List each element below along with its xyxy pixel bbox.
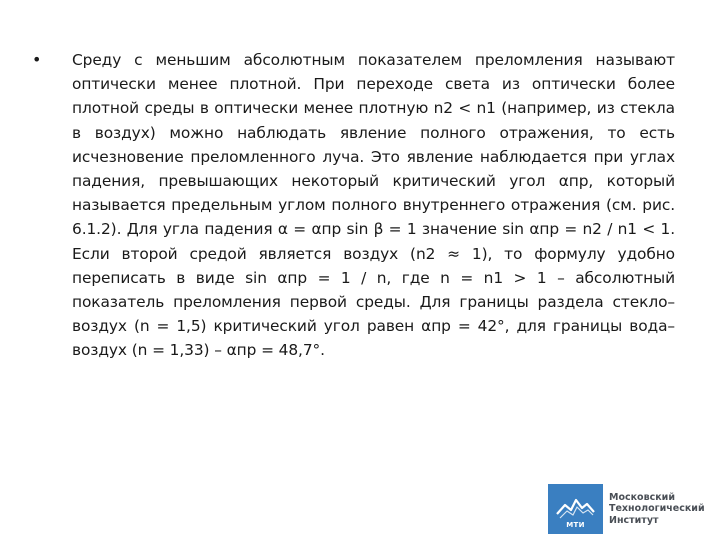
bullet-item [30,48,675,363]
logo-line-1: Московский [609,491,675,503]
institute-logo [548,484,713,534]
logo-line-3: Институт [609,514,659,526]
logo-line-2: Технологический [609,503,705,515]
bullet-icon: • [32,50,42,69]
logo-emblem-text: МТИ [566,521,585,529]
logo-wordmark [609,492,705,527]
logo-emblem [548,484,603,534]
slide-paragraph: Среду с меньшим абсолютным показателем преломления называют оптически менее плотной. При переходе света из оптически более плотной среды в оптически менее плотную n2 < n1 (например, из стекла в воздух) можно наблюдать явление полного отражения, то есть исчезновение преломленного луча. Это явление наблюдается при углах падения, превышающих некоторый критический угол αпр, который называется предельным углом полного внутреннего отражения (см. рис. 6.1.2). Для угла падения α = αпр sin β = 1 значение sin αпр = n2 / n1 < 1. Если второй средой является воздух (n2 ≈ 1), то формулу удобно переписать в виде sin αпр = 1 / n, где n = n1 > 1 – абсолютный показатель преломления первой среды. Для границы раздела стекло–воздух (n = 1,5) критический угол равен αпр = 42°, для границы вода–воздух (n = 1,33) – αпр = 48,7°. [72,51,675,360]
